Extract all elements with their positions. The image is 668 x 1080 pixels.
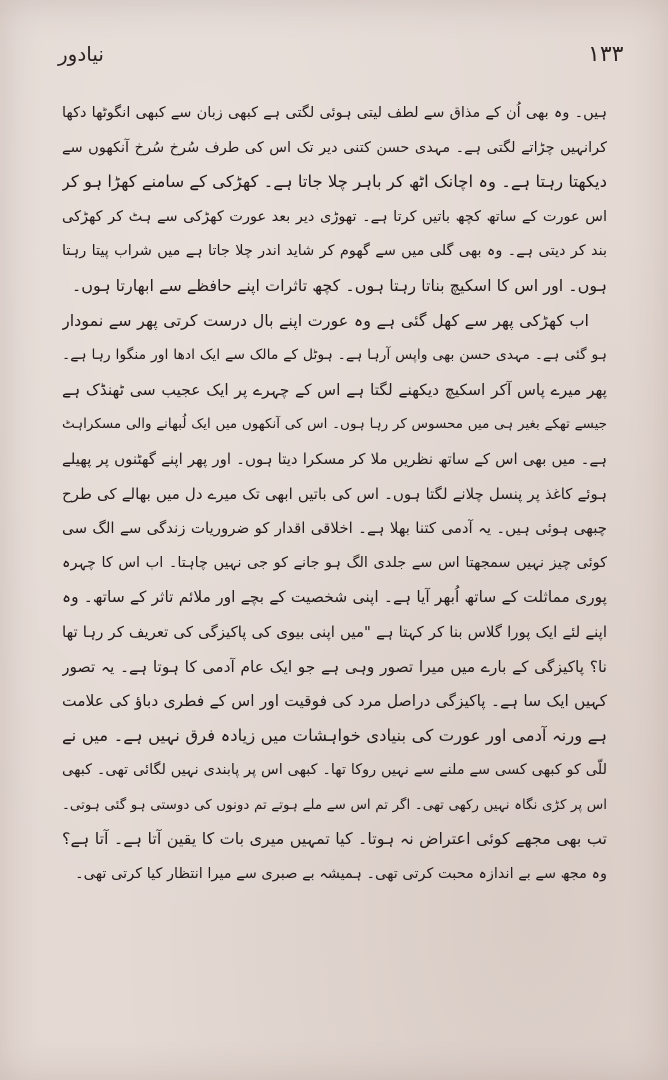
text-line: تب بھی مجھے کوئی اعتراض نہ ہوتا۔ کیا تمہیں میری بات کا یقین آتا ہے۔ آتا ہے؟ [62, 829, 607, 849]
running-title: نیادور [58, 42, 104, 66]
text-line: ہے۔ میں بھی اس کے ساتھ نظریں ملا کر مسکرا دیتا ہوں۔ اور پھر اپنے گھٹنوں پر پھیلے [62, 449, 607, 468]
text-line: نا؟ پاکیزگی کے بارے میں میرا تصور وہی ہے جو ایک عام آدمی کا ہوتا ہے۔ یہ تصور [62, 657, 607, 676]
text-line: کہیں ایک سا ہے۔ پاکیزگی دراصل مرد کی فوقیت اور اس کے فطری دباؤ کی علامت [62, 692, 607, 711]
text-line: اس عورت کے ساتھ کچھ باتیں کرتا ہے۔ تھوڑی دیر بعد عورت کھڑکی سے ہٹ کر کھڑکی [62, 208, 607, 225]
text-line: پوری مماثلت کے ساتھ اُبھر آیا ہے۔ اپنی شخصیت کے بچے اور ملائم تاثر کے ساتھ۔ وہ [62, 588, 607, 607]
text-line: جیسے تھکے بغیر ہی میں محسوس کر رہا ہوں۔ اس کی آنکھوں میں ایک لُبھانے والی مسکراہٹ [62, 416, 607, 433]
text-line: ہیں۔ وہ بھی اُن کے مذاق سے لطف لیتی ہوئی لگتی ہے کبھی زبان سے کبھی انگوٹھا دکھا [62, 105, 607, 121]
text-line: ہوئے کاغذ پر پنسل چلانے لگتا ہوں۔ اس کی باتیں ابھی تک میرے دل میں بھالے کی طرح [62, 484, 607, 503]
text-line: کرانہیں چڑاتے لگتی ہے۔ مہدی حسن کتنی دیر تک اس کی طرف سُرخ سُرخ آنکھوں سے [62, 139, 607, 156]
text-line: کوئی چیز نہیں سمجھتا اس سے جلدی الگ ہو جانے کو جی نہیں چاہتا۔ اب اس کا چہرہ [62, 554, 607, 571]
text-line: بند کر دیتی ہے۔ وہ بھی گلی میں سے گھوم کر شاید اندر چلا جاتا ہے میں شراب پیتا رہتا [62, 243, 607, 260]
text-line: پھر میرے پاس آکر اسکیچ دیکھنے لگتا ہے اس کے چہرے پر ایک عجیب سی ٹھنڈک ہے [62, 380, 607, 399]
text-line: اس پر کڑی نگاہ نہیں رکھی تھی۔ اگر تم اس سے ملے ہوتے تم دونوں کی دوستی ہو گئی ہوتی۔ [62, 796, 607, 813]
text-line: اپنے لئے ایک پورا گلاس بنا کر کہتا ہے "میں اپنی بیوی کی پاکیزگی کی تعریف کر رہا تھا [62, 622, 607, 641]
text-line: ہو گئی ہے۔ مہدی حسن بھی واپس آرہا ہے۔ ہوٹل کے مالک سے ایک ادھا اور منگوا رہا ہے۔ [62, 347, 607, 364]
text-line: چبھی ہوئی ہیں۔ یہ آدمی کتنا بھلا ہے۔ اخلاقی اقدار کو ضروریات زندگی سے الگ سی [62, 519, 607, 538]
text-line: وہ مجھ سے بے اندازہ محبت کرتی تھی۔ ہمیشہ بے صبری سے میرا انتظار کیا کرتی تھی۔ [75, 866, 607, 883]
page-header [58, 42, 624, 72]
text-line: اب کھڑکی پھر سے کھل گئی ہے وہ عورت اپنے بال درست کرتی پھر سے نمودار [62, 310, 589, 330]
text-line: دیکھتا رہتا ہے۔ وہ اچانک اٹھ کر باہر چلا جاتا ہے۔ کھڑکی کے سامنے کھڑا ہو کر [62, 172, 607, 192]
text-line: للّی کو کبھی کسی سے ملنے سے نہیں روکا تھا۔ کبھی اس پر پابندی نہیں لگائی تھی۔ کبھی [62, 762, 607, 779]
body-text [62, 96, 607, 892]
text-line: ہے ورنہ آدمی اور عورت کی بنیادی خواہشات میں زیادہ فرق نہیں ہے۔ میں نے [62, 725, 607, 745]
page-number: ۱۳۳ [588, 42, 624, 67]
text-line: ہوں۔ اور اس کا اسکیچ بناتا رہتا ہوں۔ کچھ تاثرات اپنے حافظے سے ابھارتا ہوں۔ [71, 275, 607, 295]
